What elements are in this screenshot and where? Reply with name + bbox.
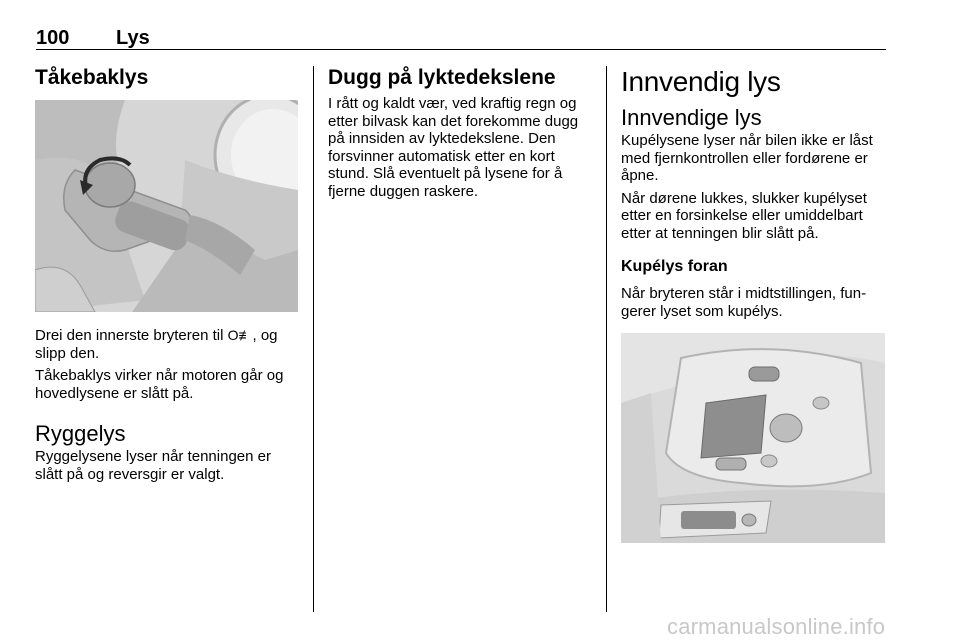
header-rule <box>36 49 886 50</box>
heading-interior-lighting: Innvendig lys <box>621 66 781 97</box>
column-1 <box>35 66 299 483</box>
interior-lights-paragraph-1: Kupélysene lyser når bilen ikke er låst med fjernkontrollen eller fordørene er åpne. <box>621 132 873 184</box>
instruction-paragraph: Drei den innerste bryteren til O≢, og slipp den. <box>35 327 278 362</box>
column-3 <box>621 66 888 543</box>
fog-light-paragraph: Tåkebaklys virker når motoren går og hovedlysene er slått på. <box>35 367 284 402</box>
figure-light-switch <box>35 100 298 312</box>
column-divider-2 <box>606 66 607 612</box>
heading-interior-lights: Innvendige lys <box>621 105 762 130</box>
section-title: Lys <box>116 27 150 49</box>
light-switch-illustration <box>35 100 298 312</box>
column-2 <box>328 66 593 200</box>
condensation-paragraph: I rått og kaldt vær, ved kraftig regn og etter bilvask kan det forekomme dugg på innsiden av lyktedekslene. Den forsvinner automatisk etter en kort stund. Slå eventuelt på lysene for å fjerne duggen raskere. <box>328 95 579 200</box>
interior-lights-paragraph-2: Når dørene lukkes, slukker kupélyset etter en forsinkelse eller umiddelbart etter at tenningen blir slått på. <box>621 189 867 242</box>
courtesy-light-illustration <box>621 333 885 543</box>
column-divider-1 <box>313 66 314 612</box>
heading-reversing-light: Ryggelys <box>35 421 126 446</box>
heading-front-courtesy-light: Kupélys foran <box>621 258 728 275</box>
figure-courtesy-light <box>621 333 885 543</box>
watermark: carmanualsonline.info <box>667 614 886 639</box>
fog-light-icon: O≢ <box>227 327 253 343</box>
heading-fog-rear-light: Tåkebaklys <box>35 66 149 89</box>
front-courtesy-paragraph: Når bryteren står i midtstillingen, fungerer lyset som kupélys. <box>621 285 867 320</box>
reversing-light-paragraph: Ryggelysene lyser når tenningen er slått på og reversgir er valgt. <box>35 448 271 483</box>
heading-condensation: Dugg på lyktedekslene <box>328 66 556 89</box>
page-number: 100 <box>36 27 70 49</box>
